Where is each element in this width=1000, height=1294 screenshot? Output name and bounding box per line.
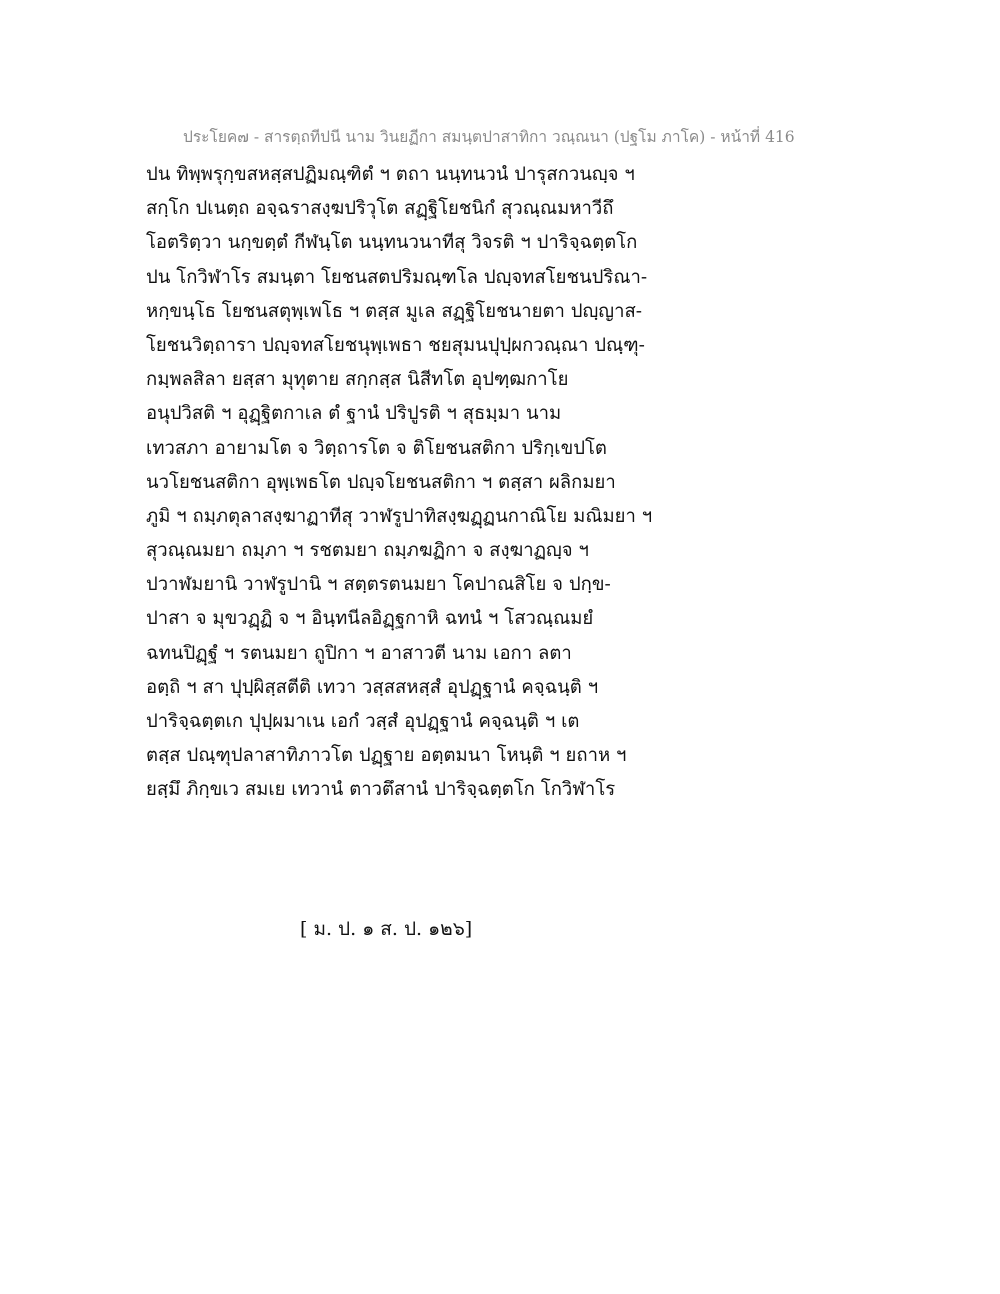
text-line: ปน ทิพฺพรุกฺขสหสฺสปฏิมณฺฑิตํ ฯ ตถา นนฺทนวนํ ปารุสกวนญฺจ ฯ: [146, 164, 635, 185]
text-line: ปาริจฺฉตฺตเก ปุปฺผมาเน เอกํ วสฺสํ อุปฏฺฐานํ คจฺฉนฺติ ฯ เต: [146, 711, 580, 732]
citation-reference: [ ม. ป. ๑ ส. ป. ๑๒๖]: [300, 918, 473, 940]
text-line: หกฺขนฺโธ โยชนสตุพฺเพโธ ฯ ตสฺส มูเล สฏฺฐิโยชนายตา ปญฺญาส-: [146, 300, 642, 322]
text-line: ภูมิ ฯ ถมฺภตุลาสงฺฆาฏาทีสุ วาฬรูปาทิสงฺฆฏฺฏนกาณิโย มณิมยา ฯ: [146, 505, 653, 527]
text-line: ปวาฬมยานิ วาฬรูปานิ ฯ สตฺตรตนมยา โคปาณสิโย จ ปกฺข-: [146, 574, 611, 596]
text-line: อตฺถิ ฯ สา ปุปฺผิสฺสตีติ เทวา วสฺสสหสฺสํ อุปฏฺฐานํ คจฺฉนฺติ ฯ: [146, 676, 599, 698]
running-header: ประโยค๗ - สารตฺถทีปนี นาม วินยฏีกา สมนฺตปาสาทิกา วณฺณนา (ปฐโม ภาโค) - หน้าที่ 416: [183, 128, 795, 146]
text-line: ฉทนปิฏฺฐํ ฯ รตนมยา ถูปิกา ฯ อาสาวตี นาม เอกา ลตา: [146, 642, 572, 664]
text-line: อนุปวิสติ ฯ อุฏฺฐิตกาเล ตํ ฐานํ ปริปูรติ ฯ สุธมฺมา นาม: [146, 403, 562, 425]
text-line: กมฺพลสิลา ยสฺสา มุทุตาย สกฺกสฺส นิสีทโต อุปฑฺฒกาโย: [146, 369, 569, 391]
text-line: ยสฺมึ ภิกฺขเว สมเย เทวานํ ตาวตึสานํ ปาริจฺฉตฺตโก โกวิฬาโร: [146, 779, 616, 801]
text-line: นวโยชนสติกา อุพฺเพธโต ปญฺจโยชนสติกา ฯ ตสฺสา ผลิกมยา: [146, 471, 616, 493]
body-text: [146, 158, 706, 808]
text-line: สุวณฺณมยา ถมฺภา ฯ รชตมยา ถมฺภฆฏิกา จ สงฺฆาฏญฺจ ฯ: [146, 540, 589, 562]
text-line: เทวสภา อายามโต จ วิตฺถารโต จ ติโยชนสติกา ปริกฺเขปโต: [146, 437, 607, 459]
text-line: ปน โกวิฬาโร สมนฺตา โยชนสตปริมณฺฑโล ปญฺจทสโยชนปริณา-: [146, 266, 648, 288]
text-line: โยชนวิตฺถารา ปญฺจทสโยชนุพฺเพธา ชยสุมนปุปฺผกวณฺณา ปณฺฑุ-: [146, 334, 645, 356]
text-line: ปาสา จ มุขวฏฺฏิ จ ฯ อินฺทนีลอิฏฺฐกาหิ ฉทนํ ฯ โสวณฺณมยํ: [146, 608, 594, 630]
text-line: ตสฺส ปณฺฑุปลาสาทิภาวโต ปฏฺฐาย อตฺตมนา โหนฺติ ฯ ยถาห ฯ: [146, 745, 627, 767]
text-line: สกฺโก ปเนตฺถ อจฺฉราสงฺฆปริวุโต สฏฺฐิโยชนิกํ สุวณฺณมหาวีถึ: [146, 198, 614, 220]
text-line: โอตริตฺวา นกฺขตฺตํ กีฬนฺโต นนฺทนวนาทีสุ วิจรติ ฯ ปาริจฺฉตฺตโก: [146, 232, 638, 254]
